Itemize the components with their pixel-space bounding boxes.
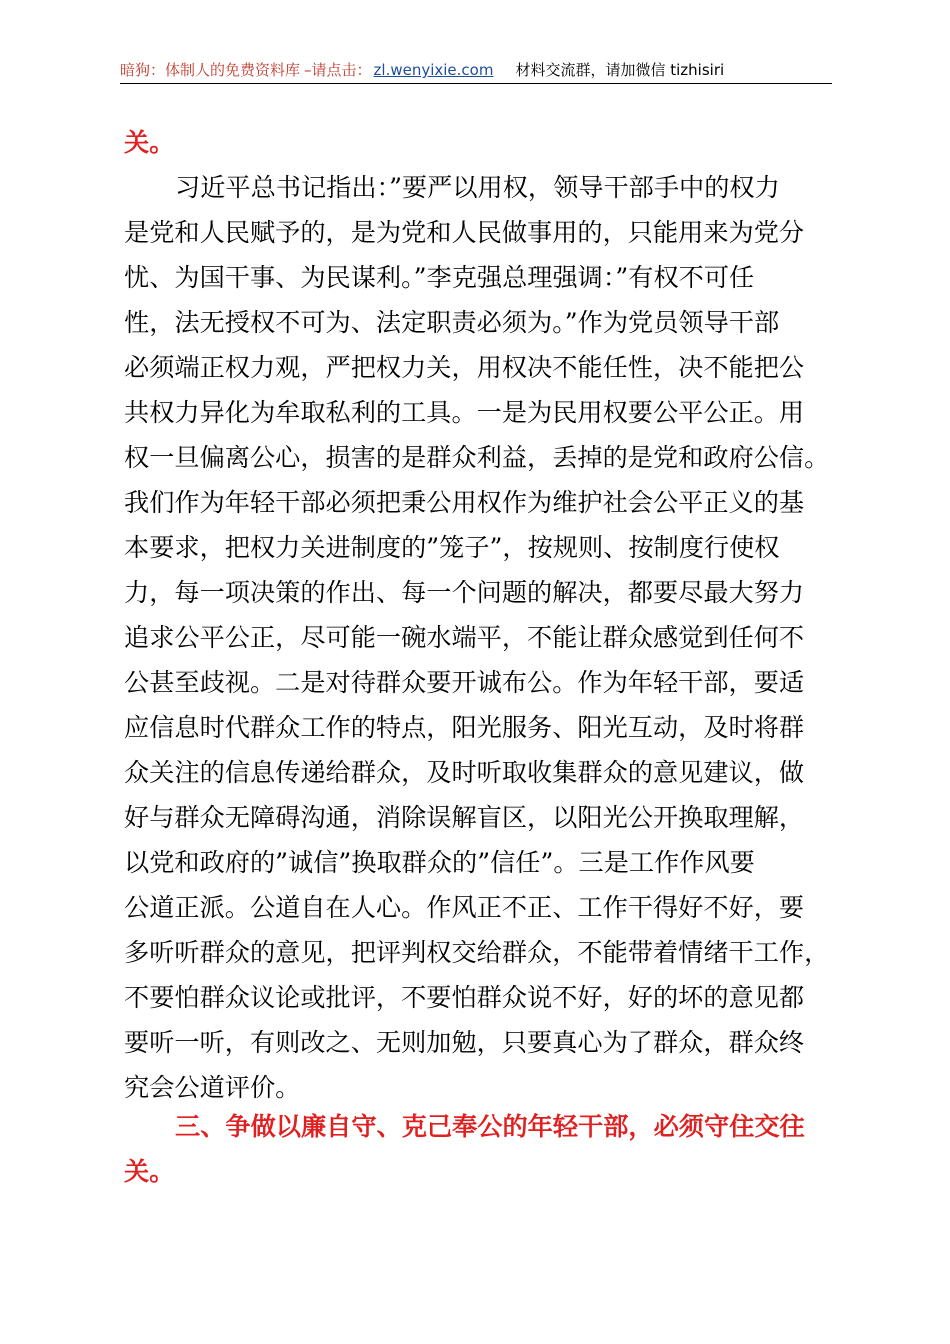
- paragraph-line: 以党和政府的”诚信”换取群众的”信任”。三是工作作风要: [124, 848, 755, 877]
- paragraph-line: 不要怕群众议论或批评，不要怕群众说不好，好的坏的意见都: [124, 983, 805, 1012]
- header-divider: [120, 83, 832, 84]
- paragraph-line: 本要求，把权力关进制度的”笼子”，按规则、按制度行使权: [124, 533, 780, 562]
- section-3-heading-line: 关。: [124, 1156, 175, 1186]
- paragraph-line: 必须端正权力观，严把权力关，用权决不能任性，决不能把公: [124, 353, 805, 382]
- paragraph-line: 忧、为国干事、为民谋利。”李克强总理强调：”有权不可任: [124, 263, 755, 292]
- paragraph-line: 公甚至歧视。二是对待群众要开诚布公。作为年轻干部，要适: [124, 668, 805, 697]
- header-click-prefix: –请点击：: [304, 61, 372, 79]
- header-note: 材料交流群，请加微信 tizhisiri: [515, 61, 725, 79]
- page-header: [120, 58, 832, 82]
- paragraph-line: 性，法无授权不可为、法定职责必须为。”作为党员领导干部: [124, 308, 780, 337]
- paragraph-line: 共权力异化为牟取私利的工具。一是为民用权要公平公正。用: [124, 398, 805, 427]
- paragraph-line: 权一旦偏离公心，损害的是群众利益，丢掉的是党和政府公信。: [124, 443, 830, 472]
- paragraph-line: 众关注的信息传递给群众，及时听取收集群众的意见建议，做: [124, 758, 805, 787]
- paragraph-line: 公道正派。公道自在人心。作风正不正、工作干得好不好，要: [124, 893, 805, 922]
- paragraph-line: 究会公道评价。: [124, 1073, 301, 1102]
- section-3-heading: [124, 1104, 838, 1194]
- header-link[interactable]: zl.wenyixie.com: [373, 61, 494, 79]
- paragraph-line: 追求公平公正，尽可能一碗水端平，不能让群众感觉到任何不: [124, 623, 805, 652]
- section-3-heading-line: 三、争做以廉自守、克己奉公的年轻干部，必须守住交往: [175, 1111, 805, 1141]
- header-brand: 暗狗：体制人的免费资料库: [120, 61, 301, 79]
- paragraph-line: 多听听群众的意见，把评判权交给群众，不能带着情绪干工作，: [124, 938, 830, 967]
- intro-heading-tail: 关。: [124, 127, 175, 157]
- intro-heading: [124, 120, 838, 165]
- paragraph-line: 要听一听，有则改之、无则加勉，只要真心为了群众，群众终: [124, 1028, 805, 1057]
- paragraph-line: 我们作为年轻干部必须把秉公用权作为维护社会公平正义的基: [124, 488, 805, 517]
- body-paragraph: [124, 165, 838, 1110]
- paragraph-line: 好与群众无障碍沟通，消除误解盲区，以阳光公开换取理解，: [124, 803, 805, 832]
- paragraph-line: 力，每一项决策的作出、每一个问题的解决，都要尽最大努力: [124, 578, 805, 607]
- paragraph-line: 应信息时代群众工作的特点，阳光服务、阳光互动，及时将群: [124, 713, 805, 742]
- paragraph-line: 是党和人民赋予的，是为党和人民做事用的，只能用来为党分: [124, 218, 805, 247]
- paragraph-line: 习近平总书记指出：”要严以用权，领导干部手中的权力: [175, 173, 780, 202]
